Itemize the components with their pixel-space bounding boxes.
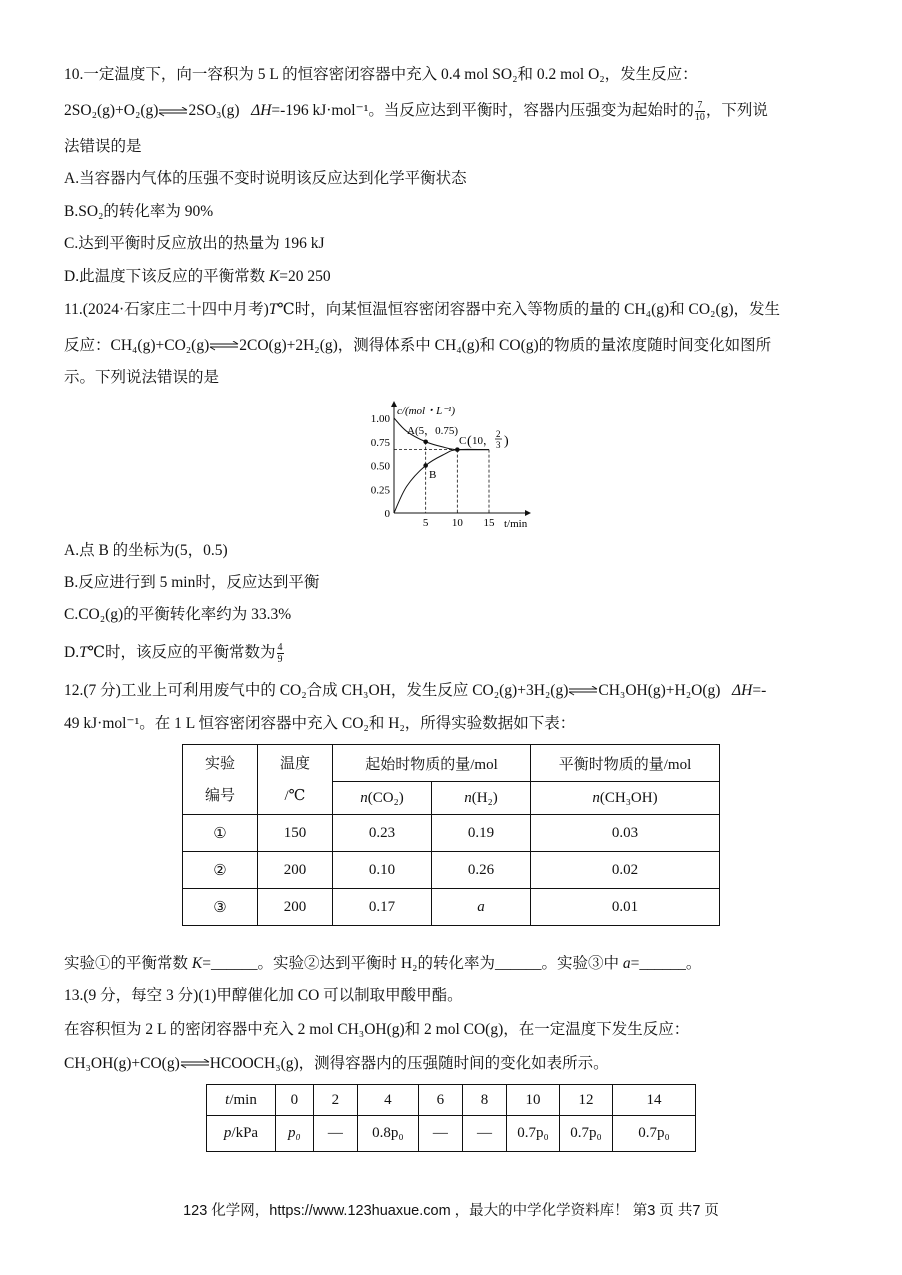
cell-t: 8 (462, 1085, 506, 1116)
q10-text-end: ，下列说 (705, 102, 768, 120)
cell-t: 10 (507, 1085, 560, 1116)
svg-text:C: C (459, 435, 467, 447)
q11-line1-post: ℃时，向某恒温恒容密闭容器中充入等物质的量的 CH₄(g)和 CO₂(g)，发生 (277, 301, 781, 318)
svg-text:): ) (504, 434, 509, 449)
cell-temp: 200 (258, 852, 333, 889)
x-tick-label: 10 (451, 517, 463, 529)
q10-option-b: B.SO₂的转化率为 90% (64, 203, 214, 220)
cell-h2: 0.19 (432, 815, 531, 852)
cell-id: ① (183, 815, 258, 852)
q11-optd-pre: D. (64, 644, 80, 662)
header-p: p/kPa (207, 1116, 276, 1152)
header-temp: 温度 /℃ (258, 745, 333, 815)
data-point (423, 439, 428, 444)
q13-stem-line1: 13.(9 分，每空 3 分)(1)甲醇催化加 CO 可以制取甲酸甲酯。 (64, 987, 463, 1004)
header-nco2: n(CO₂) (333, 782, 432, 815)
q12-stem-line1 (64, 681, 766, 701)
y-tick-label: 0 (384, 508, 390, 520)
q10-fraction (695, 100, 705, 123)
cell-h2: a (432, 889, 531, 926)
q12-data-table (182, 744, 720, 926)
q12-dh-symbol: ΔH (732, 682, 753, 699)
cell-p: — (462, 1116, 506, 1152)
equilibrium-arrow-icon (209, 341, 239, 351)
q13-line3-pre: CH₃OH(g)+CO(g) (64, 1055, 180, 1072)
cell-p: — (418, 1116, 462, 1152)
svg-text:2: 2 (496, 429, 501, 439)
svg-text:(: ( (467, 434, 472, 449)
q11-line2-pre: 反应：CH₄(g)+CO₂(g) (64, 337, 210, 354)
equilibrium-arrow-icon (180, 1059, 210, 1069)
table-row (207, 1085, 696, 1116)
q10-dh-value: =-196 kJ·mol⁻¹ (271, 102, 369, 120)
q10-frac-den: 10 (694, 112, 705, 123)
equilibrium-arrow-icon (568, 686, 598, 696)
cell-id: ② (183, 852, 258, 889)
cell-ch3oh: 0.03 (531, 815, 720, 852)
cell-p: p₀ (276, 1116, 314, 1152)
svg-text:3: 3 (496, 440, 501, 450)
q11-optd-fraction (277, 642, 284, 665)
point-b-label: B (429, 469, 437, 481)
equilibrium-arrow-icon (158, 107, 188, 117)
cell-temp: 150 (258, 815, 333, 852)
q11-source: 11.(2024·石家庄二十四中月考) (64, 301, 269, 318)
q10-option-c: C.达到平衡时反应放出的热量为 196 kJ (64, 235, 325, 252)
y-tick-label: 1.00 (370, 413, 390, 425)
cell-co2: 0.23 (333, 815, 432, 852)
header-exp-id: 实验 编号 (183, 745, 258, 815)
header-eq-amount: 平衡时物质的量/mol (531, 745, 720, 782)
q12-blanks-line (64, 954, 701, 974)
header-nh2: n(H₂) (432, 782, 531, 815)
q11-stem-line3: 示。下列说法错误的是 (64, 369, 220, 386)
table-row (183, 852, 720, 889)
concentration-time-chart (362, 396, 537, 532)
x-tick-label: 15 (483, 517, 495, 529)
q10-stem-line1: 10.一定温度下，向一容积为 5 L 的恒容密闭容器中充入 0.4 mol SO₂和 0.2 mol O₂，发生反应： (64, 66, 698, 83)
q11-optd-t: T (79, 644, 88, 662)
q10-optd-post: =20 250 (279, 268, 331, 285)
q11-optd-den: 9 (277, 654, 283, 665)
q10-option-a: A.当容器内气体的压强不变时说明该反应达到化学平衡状态 (64, 170, 467, 187)
cell-t: 2 (313, 1085, 357, 1116)
table-row (207, 1116, 696, 1152)
cell-p: 0.8p₀ (357, 1116, 418, 1152)
cell-t: 14 (613, 1085, 696, 1116)
q11-optd-post: ℃时，该反应的平衡常数为 (87, 644, 276, 662)
q11-option-c: C.CO₂(g)的平衡转化率约为 33.3% (64, 606, 292, 623)
q12-line1-post: CH₃OH(g)+H₂O(g) (598, 682, 721, 699)
header-start-amount: 起始时物质的量/mol (333, 745, 531, 782)
q11-line2-post: 2CO(g)+2H₂(g)，测得体系中 CH₄(g)和 CO(g)的物质的量浓度随时间变化如图所 (239, 337, 772, 354)
cell-co2: 0.10 (333, 852, 432, 889)
q11-t-symbol: T (268, 301, 278, 318)
data-point (455, 447, 460, 452)
q13-stem-line3 (64, 1054, 609, 1074)
q12-after-p3: =______。 (630, 955, 702, 972)
cell-p: 0.7p₀ (613, 1116, 696, 1152)
cell-t: 12 (560, 1085, 613, 1116)
table-row (183, 889, 720, 926)
cell-p: — (313, 1116, 357, 1152)
x-axis-label: t/min (504, 518, 528, 530)
q10-text-after: 。当反应达到平衡时，容器内压强变为起始时的 (368, 102, 694, 120)
cell-h2: 0.26 (432, 852, 531, 889)
cell-t: 4 (357, 1085, 418, 1116)
q13-line3-post: HCOOCH₃(g)，测得容器内的压强随时间的变化如表所示。 (209, 1055, 609, 1072)
q10-eq-right: 2SO₃(g) (188, 102, 240, 120)
q12-line1: 12.(7 分)工业上可利用废气中的 CO₂合成 CH₃OH，发生反应 CO₂(g)+3H₂(g) (64, 682, 569, 699)
q12-after-k: K (191, 955, 203, 972)
q12-after-p2: =______。实验②达到平衡时 H₂的转化率为______。实验③中 (202, 955, 623, 972)
q13-pressure-table (206, 1084, 696, 1152)
y-tick-label: 0.50 (370, 460, 390, 473)
q12-after-p1: 实验①的平衡常数 (64, 955, 192, 972)
y-axis-label: c/(mol・L⁻¹) (397, 405, 455, 417)
q13-stem-line2: 在容积恒为 2 L 的密闭容器中充入 2 mol CH₃OH(g)和 2 mol CO(g)，在一定温度下发生反应： (64, 1021, 690, 1038)
co-curve (394, 449, 489, 513)
y-tick-label: 0.75 (370, 436, 390, 449)
q11-stem-line2 (64, 336, 771, 356)
q11-optd-num: 4 (277, 642, 283, 653)
q10-eq-left: 2SO₂(g)+O₂(g) (64, 102, 159, 120)
header-nch3oh: n(CH₃OH) (531, 782, 720, 815)
header-t: t/min (207, 1085, 276, 1116)
q10-dh-symbol: ΔH (251, 102, 272, 120)
x-tick-label: 5 (422, 517, 429, 529)
q10-stem-line3: 法错误的是 (64, 138, 142, 155)
cell-ch3oh: 0.01 (531, 889, 720, 926)
q12-dh-tail: =- (752, 682, 767, 699)
cell-t: 0 (276, 1085, 314, 1116)
point-a-label: A(5，0.75) (407, 425, 459, 437)
q11-option-d (64, 642, 285, 665)
cell-p: 0.7p₀ (507, 1116, 560, 1152)
q12-stem-line2: 49 kJ·mol⁻¹。在 1 L 恒容密闭容器中充入 CO₂和 H₂，所得实验数据如下表： (64, 715, 576, 732)
q11-stem-line1 (64, 300, 780, 320)
q10-optd-k: K (268, 268, 280, 285)
svg-text:10，: 10， (472, 435, 494, 447)
q10-option-d (64, 267, 331, 287)
data-point (423, 463, 428, 468)
y-tick-label: 0.25 (370, 484, 390, 497)
cell-id: ③ (183, 889, 258, 926)
q11-option-b: B.反应进行到 5 min时，反应达到平衡 (64, 574, 320, 591)
page-footer: 123 化学网，https://www.123huaxue.com ，最大的中学化学资料库！ 第3 页 共7 页 (183, 1203, 719, 1219)
point-c-label (459, 429, 509, 450)
q11-option-a: A.点 B 的坐标为(5，0.5) (64, 542, 228, 559)
q10-frac-num: 7 (695, 100, 705, 112)
q12-after-a: a (622, 955, 631, 972)
q10-optd-pre: D.此温度下该反应的平衡常数 (64, 268, 266, 285)
cell-co2: 0.17 (333, 889, 432, 926)
table-row (183, 815, 720, 852)
q10-stem-line2 (64, 100, 768, 123)
cell-temp: 200 (258, 889, 333, 926)
cell-p: 0.7p₀ (560, 1116, 613, 1152)
cell-ch3oh: 0.02 (531, 852, 720, 889)
cell-t: 6 (418, 1085, 462, 1116)
